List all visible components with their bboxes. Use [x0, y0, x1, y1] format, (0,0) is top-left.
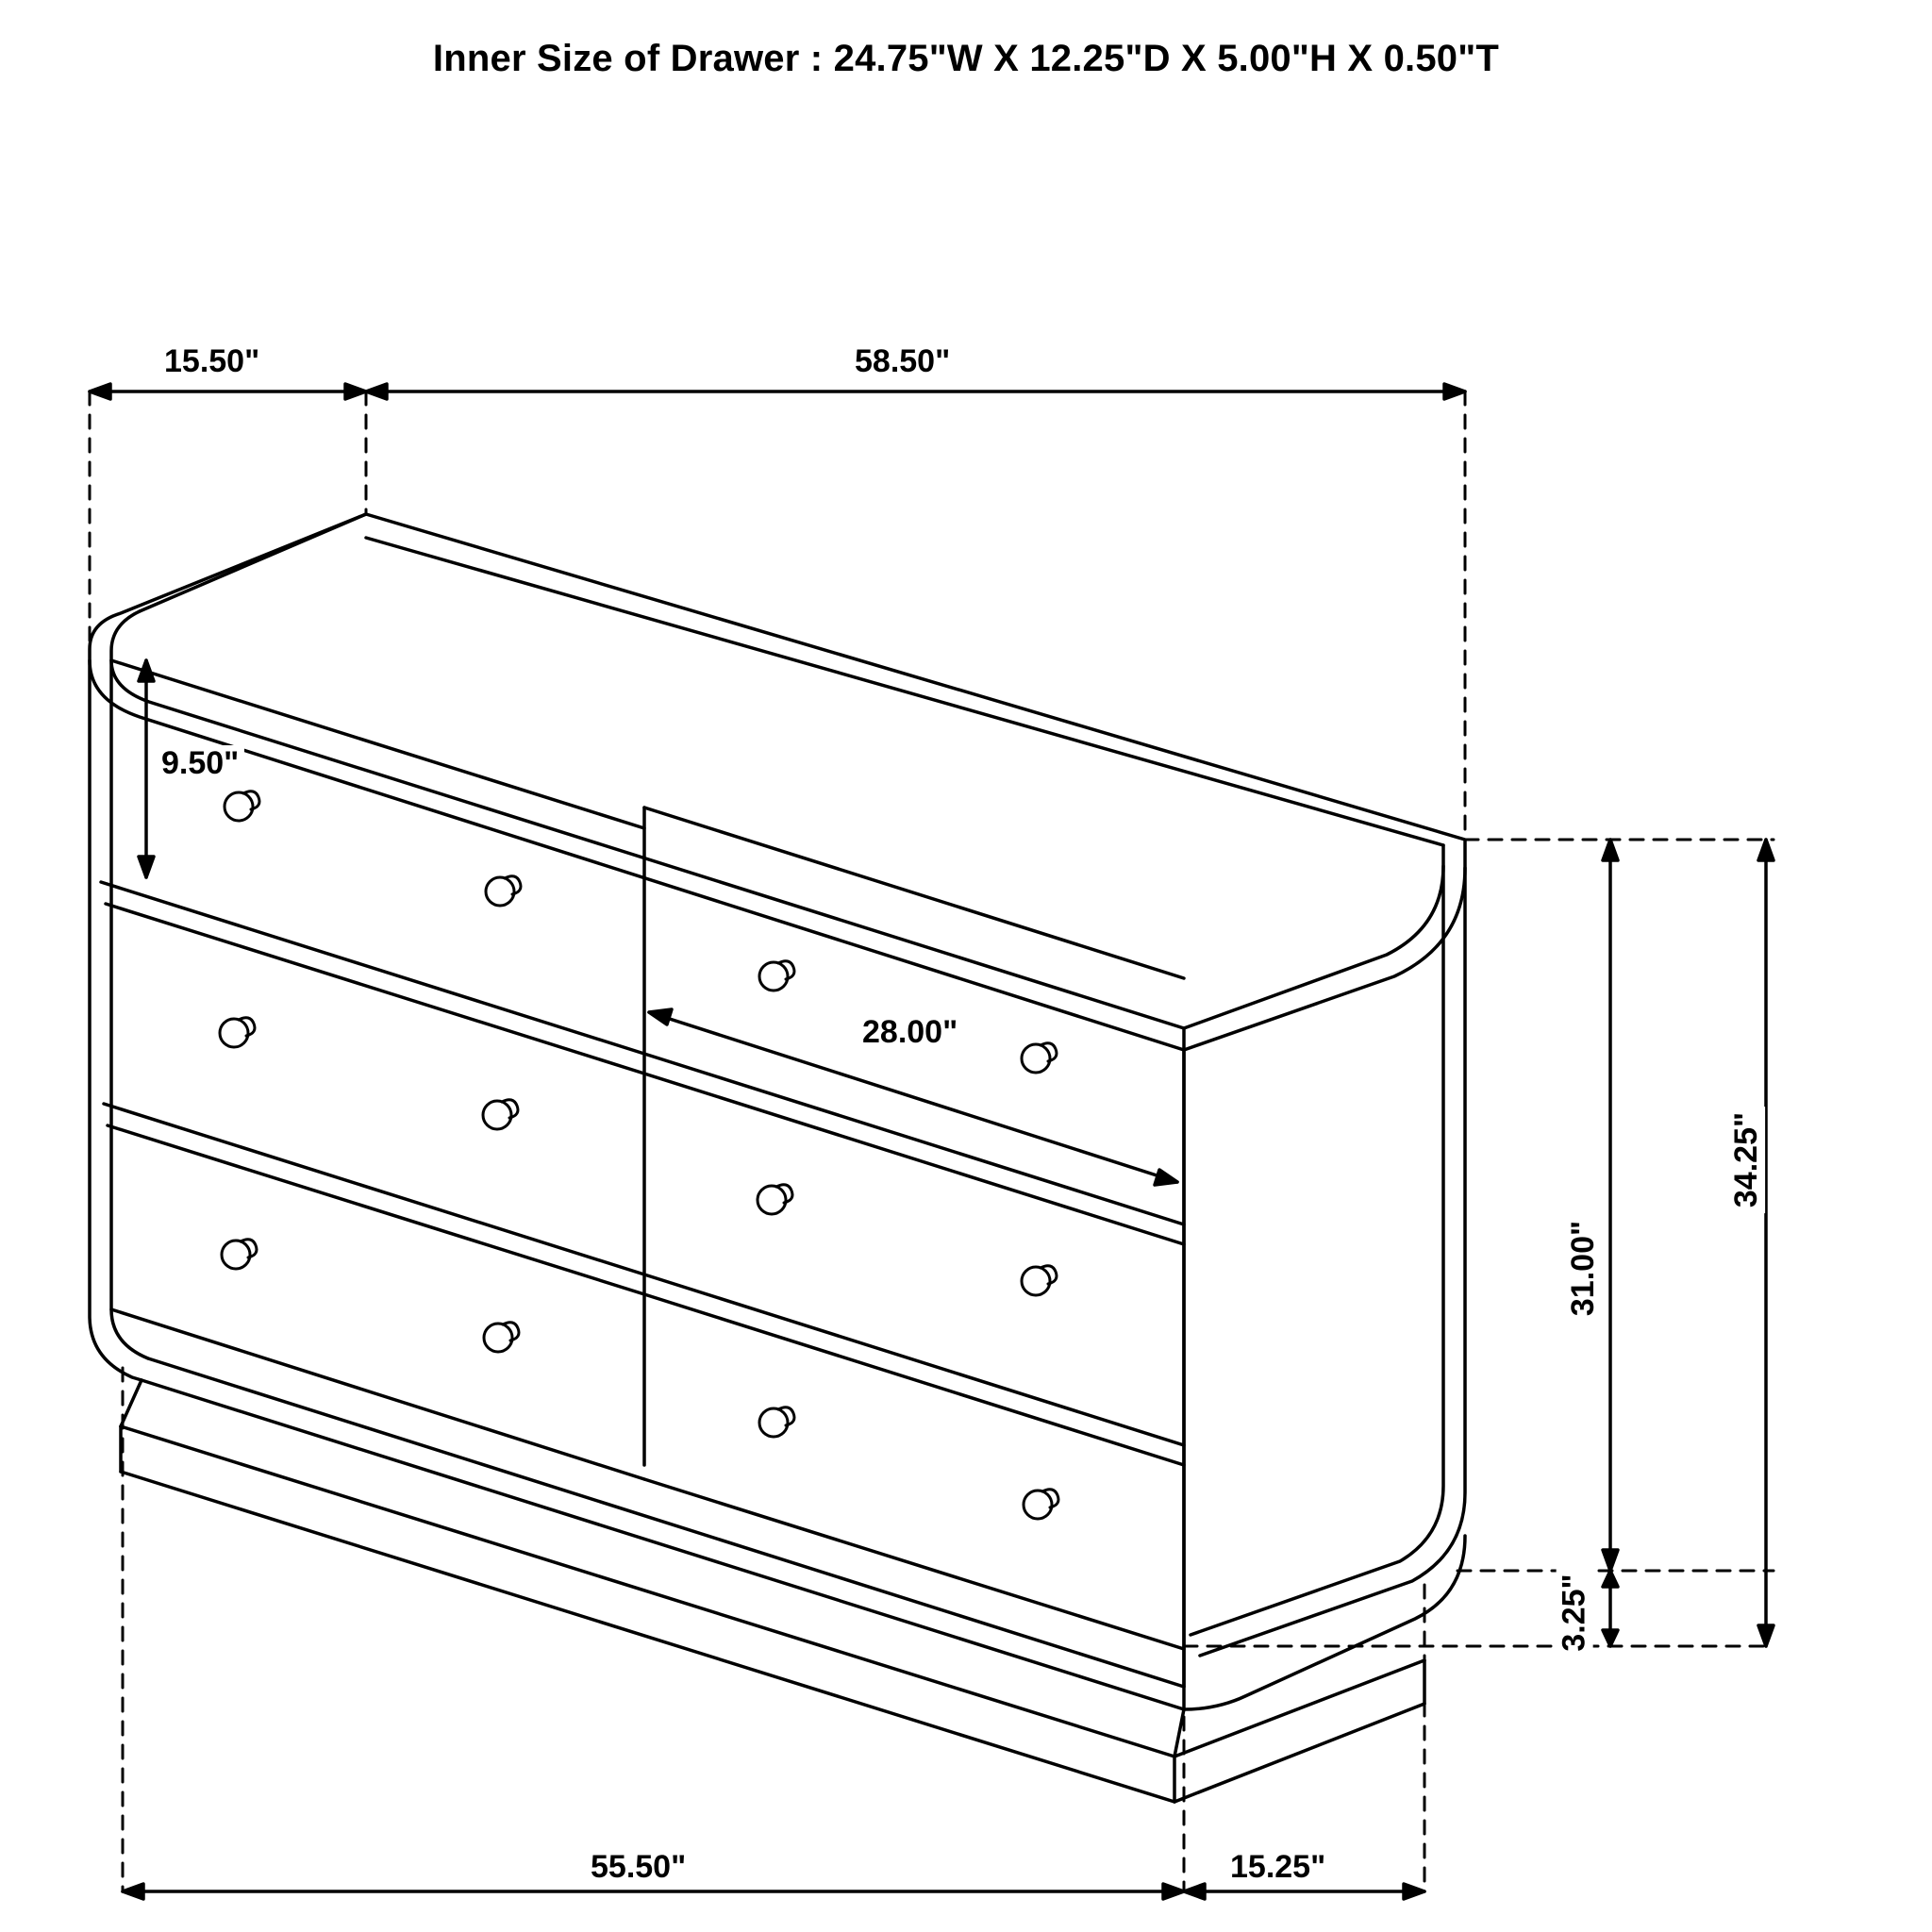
- knob: [483, 1100, 518, 1129]
- dim-label-depth-top: 15.50": [158, 343, 265, 380]
- dim-label-drawer-height: 9.50": [156, 745, 244, 782]
- knob: [220, 1018, 255, 1047]
- dim-label-drawer-width: 28.00": [857, 1014, 963, 1051]
- knob: [1022, 1266, 1057, 1295]
- dim-line-width-top: [366, 384, 1465, 399]
- dim-label-base-depth: 15.25": [1224, 1849, 1331, 1886]
- dim-label-base-width: 55.50": [585, 1849, 691, 1886]
- knob: [1024, 1490, 1058, 1519]
- dim-label-width-top: 58.50": [849, 343, 956, 380]
- knob: [1022, 1043, 1057, 1073]
- dim-line-total-height: [1758, 840, 1774, 1646]
- dim-label-total-height: 34.25": [1728, 1107, 1765, 1213]
- dim-line-depth-top: [90, 384, 366, 399]
- knob: [758, 1185, 792, 1214]
- knob: [222, 1240, 257, 1269]
- knob: [225, 791, 259, 821]
- dim-line-base-width: [123, 1884, 1184, 1899]
- knob: [486, 876, 521, 906]
- knob: [759, 1407, 794, 1437]
- dim-line-base-height: [1603, 1571, 1618, 1646]
- page-title: Inner Size of Drawer : 24.75"W X 12.25"D X 5.00"H X 0.50"T: [432, 38, 1500, 79]
- dim-line-drawer-height: [139, 660, 154, 877]
- knob: [759, 961, 794, 991]
- dimension-guides: [90, 391, 1774, 1891]
- dim-line-case-height: [1603, 840, 1618, 1571]
- dim-label-base-height: 3.25": [1557, 1568, 1593, 1657]
- dresser-case: [90, 514, 1465, 1802]
- dim-line-base-depth: [1184, 1884, 1424, 1899]
- knob: [484, 1323, 519, 1352]
- dim-label-case-height: 31.00": [1565, 1215, 1602, 1322]
